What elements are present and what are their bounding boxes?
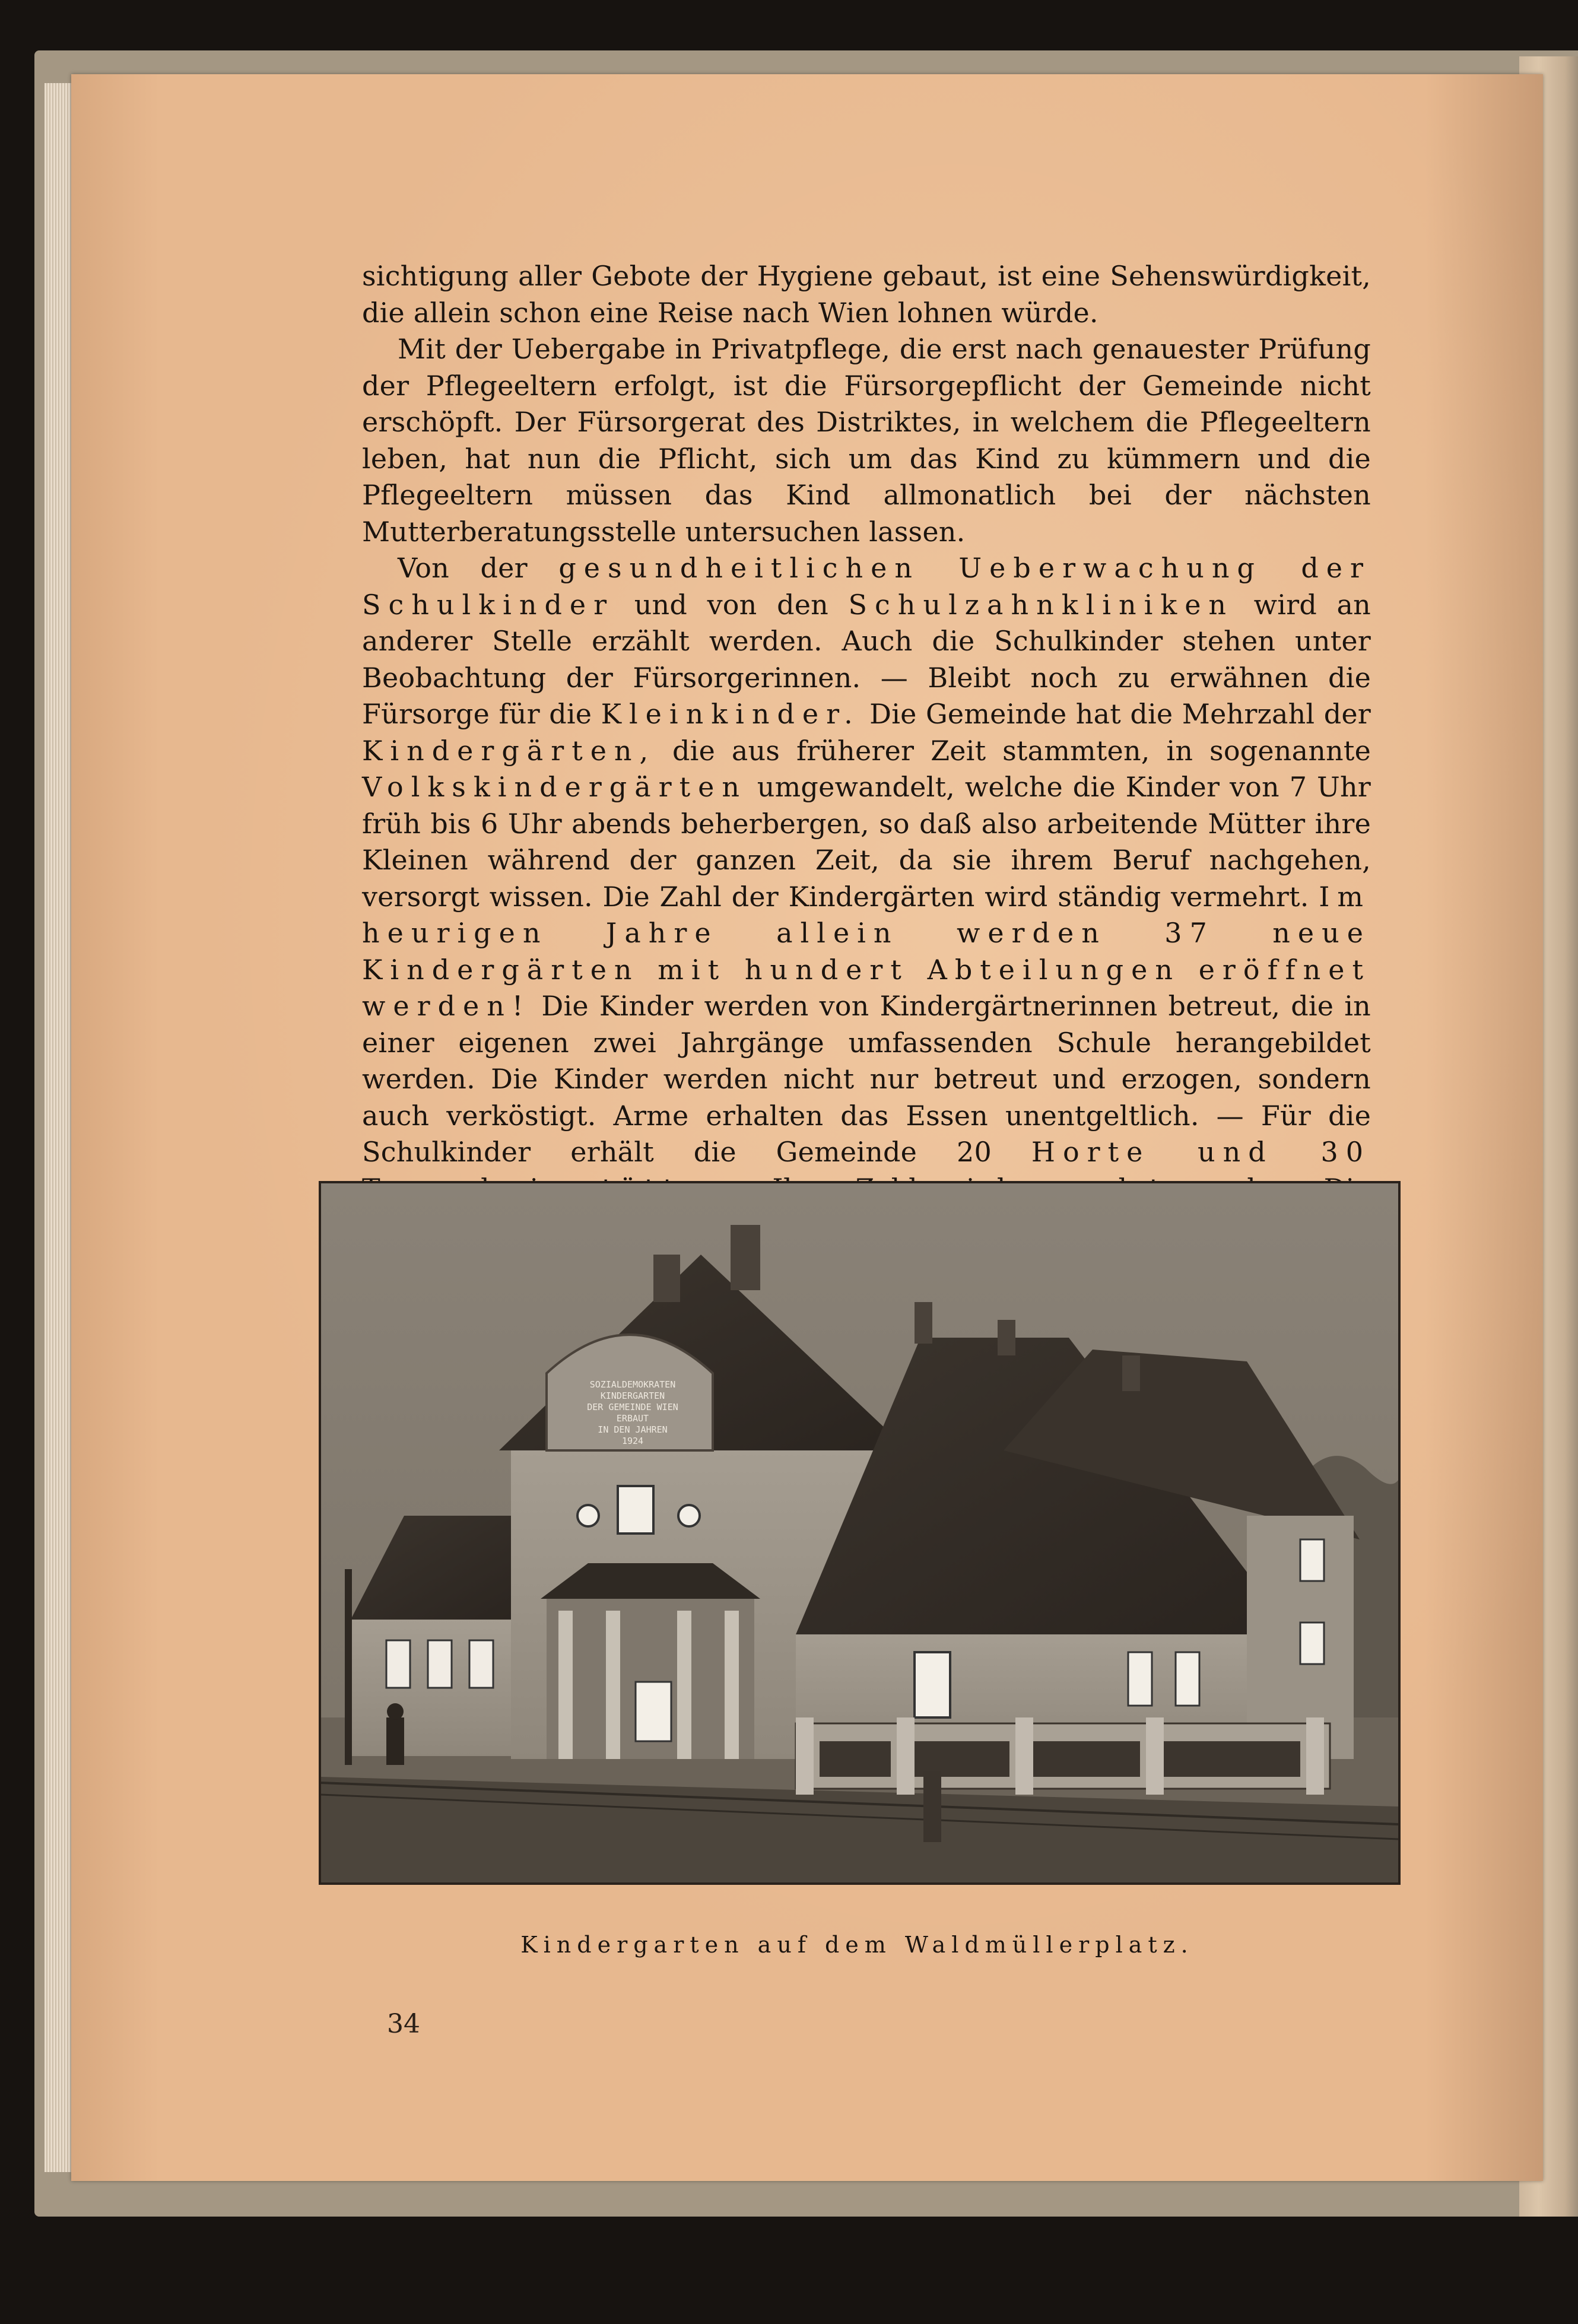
spaced-emphasis-text: Kleinkinder. [601,698,861,730]
text-run: Die Kinder werden von Kindergärtnerinnen betreut, die in einer eigenen zwei Jahrgänge umfassenden Schule herangebildet werden. Die Kinder werden nicht nur betreut und erzogen, sondern auch verköstigt. Arme erhalten das Essen unentgeltlich. — Für die Schulkinder erhält die Gemeinde 20 [362,990,1371,1168]
facade-line: 1924 [621,1436,644,1446]
text-run: die aus früherer Zeit stammten, in sogenannte [656,734,1371,767]
facade-line: ERBAUT [616,1413,649,1424]
text-run: Von der [398,552,559,584]
spaced-emphasis-text: Kindergärten, [362,734,656,767]
facade-line: KINDERGARTEN [600,1390,665,1401]
page-number: 34 [387,2009,420,2039]
text-run: umgewandelt, welche die Kinder von 7 Uhr früh bis 6 Uhr abends beherbergen, so daß also arbeitende Mütter ihre Kleinen während der ganzen Zeit, da sie ihrem Beruf nachgehen, versorgt wissen. Die Zahl der Kindergärten wird ständig vermehrt. [362,771,1371,913]
text-run: Mit der Uebergabe in Privatpflege, die erst nach genauester Prüfung der Pflegeeltern erfolgt, ist die Fürsorgepflicht der Gemeinde nicht erschöpft. Der Fürsorgerat des Distriktes, in welchem die Pflegeeltern leben, hat nun die Pflicht, sich um das Kind zu kümmern und die Pflegeeltern müssen das Kind allmonatlich bei der nächsten Mutterberatungsstelle untersuchen lassen. [362,333,1371,548]
spaced-emphasis-text: Schulzahnkliniken [848,588,1234,621]
paragraph [362,258,1371,331]
facade-line: IN DEN JAHREN [598,1424,668,1435]
photo-caption: Kindergarten auf dem Waldmüllerplatz. [520,1932,1194,1958]
facade-line: DER GEMEINDE WIEN [587,1402,678,1412]
text-run: Die Gemeinde hat die Mehrzahl der [860,698,1371,730]
spaced-emphasis-text: Volkskindergärten [362,771,747,803]
text-run: und von den [614,588,849,621]
text-run: wird an anderer Stelle erzählt werden. Auch die Schulkinder stehen unter Beobachtung der Fürsorgerinnen. — Bleibt noch zu erwähnen die Fürsorge für die [362,588,1371,730]
spaced-emphasis-text: Im heurigen Jahre allein werden 37 neue Kindergärten mit hundert Abteilungen eröffnet werden! [362,880,1371,1022]
paragraph [362,550,1371,1244]
text-run: sichtigung aller Gebote der Hygiene gebaut, ist eine Sehenswürdigkeit, die allein schon eine Reise nach Wien lohnen würde. [362,260,1371,329]
body-text [362,258,1371,1244]
spaced-emphasis-text: Horte und 30 [1031,1136,1371,1168]
facade-lettering [555,1379,710,1447]
spaced-emphasis-text: gesundheitlichen Ueberwachung der Schulkinder [362,552,1371,621]
facade-line: SOZIALDEMOKRATEN [589,1379,676,1390]
paragraph [362,331,1371,550]
kindergarten-photo [319,1181,1401,1885]
